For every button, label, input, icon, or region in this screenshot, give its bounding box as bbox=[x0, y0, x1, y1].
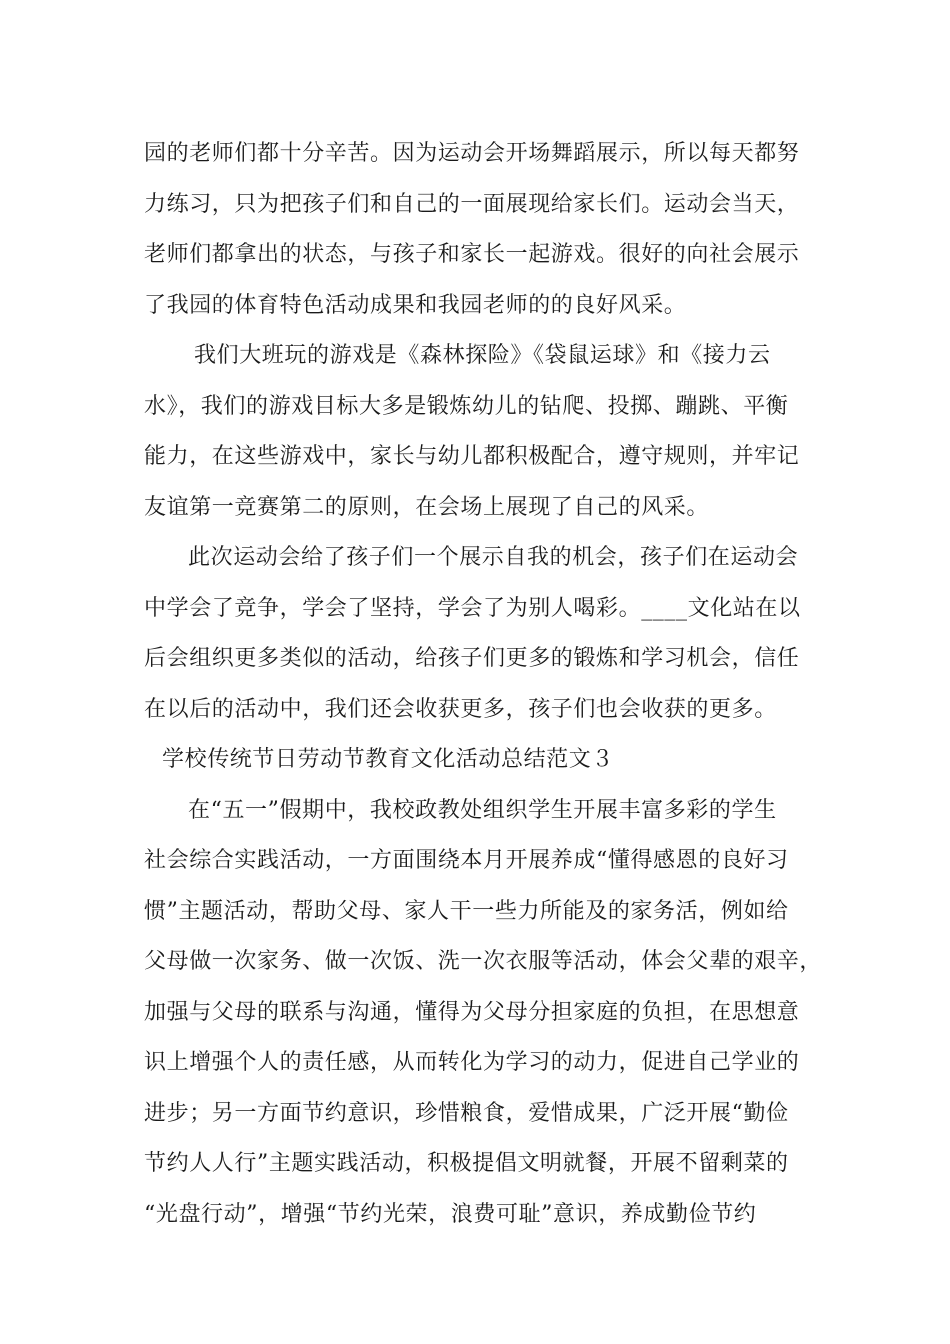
paragraph-first-line: 此次运动会给了孩子们一个展示自我的机会，孩子们在运动会 bbox=[188, 545, 799, 570]
section-heading: 学校传统节日劳动节教育文化活动总结范文３ bbox=[162, 747, 615, 772]
text-line: 力练习，只为把孩子们和自己的一面展现给家长们。运动会当天， bbox=[144, 191, 800, 217]
text-line: 加强与父母的联系与沟通，懂得为父母分担家庭的负担，在思想意 bbox=[144, 999, 800, 1025]
text-line: 老师们都拿出的状态，与孩子和家长一起游戏。很好的向社会展示 bbox=[144, 242, 800, 267]
text-line: 社会综合实践活动，一方面围绕本月开展养成“懂得感恩的良好习 bbox=[144, 848, 789, 873]
text-line: 节约人人行”主题实践活动，积极提倡文明就餐，开展不留剩菜的 bbox=[144, 1151, 789, 1176]
text-line: 惯”主题活动，帮助父母、家人干一些力所能及的家务活，例如给 bbox=[144, 898, 789, 924]
text-line: 能力，在这些游戏中，家长与幼儿都积极配合，遵守规则，并牢记 bbox=[144, 444, 800, 469]
text-line: 父母做一次家务、做一次饭、洗一次衣服等活动，体会父辈的艰辛， bbox=[144, 949, 823, 974]
paragraph-first-line: 在“五一”假期中，我校政教处组织学生开展丰富多彩的学生 bbox=[188, 797, 777, 823]
text-line: “光盘行动”，增强“节约光荣，浪费可耻”意识，养成勤俭节约 bbox=[144, 1201, 757, 1227]
document-body bbox=[144, 129, 824, 1240]
text-line: 在以后的活动中，我们还会收获更多，孩子们也会收获的更多。 bbox=[144, 696, 777, 722]
text-line: 中学会了竞争，学会了坚持，学会了为别人喝彩。____文化站在以 bbox=[144, 595, 801, 621]
paragraph-first-line: 我们大班玩的游戏是《森林探险》《袋鼠运球》和《接力云 bbox=[194, 343, 771, 368]
text-line: 水》，我们的游戏目标大多是锻炼幼儿的钻爬、投掷、蹦跳、平衡 bbox=[144, 393, 789, 419]
text-line: 友谊第一竞赛第二的原则，在会场上展现了自己的风采。 bbox=[144, 494, 710, 520]
text-line: 识上增强个人的责任感，从而转化为学习的动力，促进自己学业的 bbox=[144, 1050, 800, 1075]
text-line: 园的老师们都十分辛苦。因为运动会开场舞蹈展示，所以每天都努 bbox=[144, 141, 800, 166]
text-line: 了我园的体育特色活动成果和我园老师的的良好风采。 bbox=[144, 292, 687, 318]
text-line: 进步；另一方面节约意识，珍惜粮食，爱惜成果，广泛开展“勤俭 bbox=[144, 1100, 789, 1126]
text-line: 后会组织更多类似的活动，给孩子们更多的锻炼和学习机会，信任 bbox=[144, 646, 800, 671]
